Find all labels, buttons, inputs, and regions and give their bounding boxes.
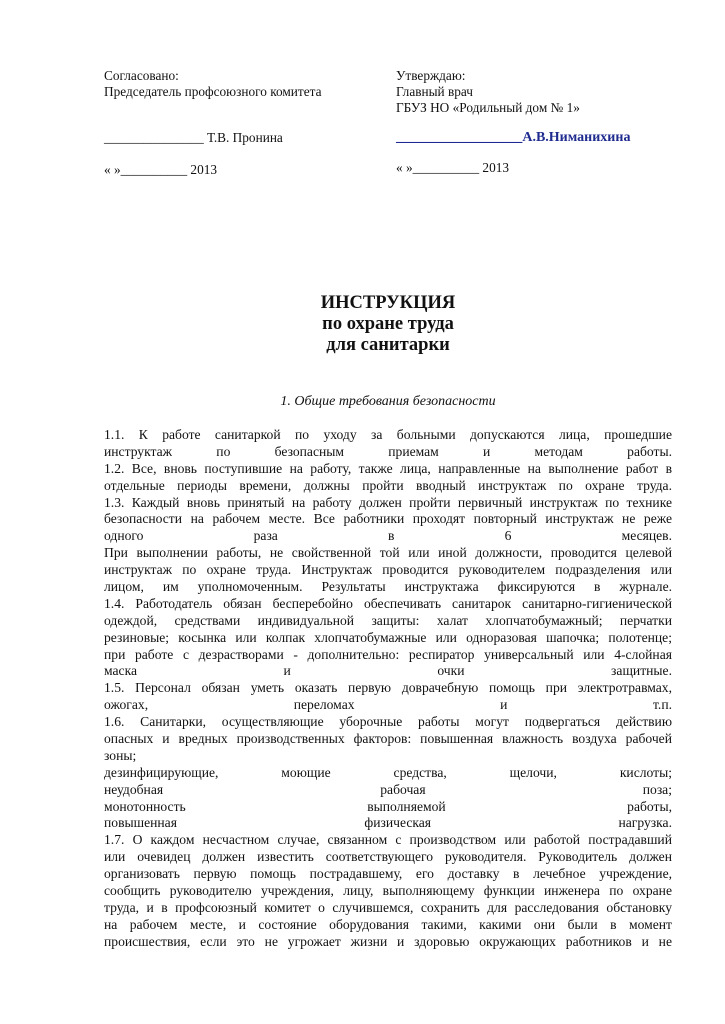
body-line: резиновые; косынка или колпак хлопчатобумажные или одноразовая шапочка; полотенце;	[104, 629, 672, 645]
document-title	[104, 293, 672, 356]
date-line-right: « »__________ 2013	[396, 160, 510, 175]
body-line: дезинфицирующие, моющие средства, щелочи, кислоты;	[104, 764, 672, 780]
body-line: опасных и вредных производственных факторов: повышенная влажность воздуха рабочей	[104, 731, 672, 747]
approve-organization: ГБУЗ НО «Родильный дом № 1»	[396, 100, 580, 115]
signature-line-left: _______________ Т.В. Пронина	[104, 130, 283, 145]
body-line: 1.5. Персонал обязан уметь оказать первую доврачебную помощь при электротравмах,	[104, 680, 672, 696]
body-line: одного раза в 6 месяцев.	[104, 528, 672, 544]
approval-block-right	[396, 68, 696, 116]
body-line: 1.7. О каждом несчастном случае, связанном с производством или работой пострадавший	[104, 832, 672, 848]
body-line: инструктаж по охране труда. Инструктаж проводится руководителем подразделения или	[104, 562, 672, 578]
body-line: безопасности на рабочем месте. Все работники проходят повторный инструктаж не реже	[104, 511, 672, 527]
body-line: зоны;	[104, 747, 137, 763]
body-line: отдельные периоды времени, должны пройти вводный инструктаж по охране труда.	[104, 477, 672, 493]
section-body	[104, 427, 672, 951]
date-line-left: « »__________ 2013	[104, 162, 218, 177]
title-line-2: по охране труда	[322, 314, 454, 334]
section-heading: 1. Общие требования безопасности	[280, 394, 496, 409]
signature-name: А.В.Ниманихина	[522, 130, 631, 145]
body-line: 1.3. Каждый вновь принятый на работу должен пройти первичный инструктаж по технике	[104, 494, 672, 510]
approval-block-left	[104, 68, 384, 100]
title-line-3: для санитарки	[326, 335, 450, 355]
approve-label: Утверждаю:	[396, 68, 466, 83]
approval-label: Согласовано:	[104, 68, 179, 83]
body-line: при работе с дезрастворами - дополнительно: респиратор универсальный или 4-слойная	[104, 646, 672, 662]
body-line: лицом, им уполномоченным. Результаты инструктажа фиксируются в журнале.	[104, 579, 672, 595]
body-line: или очевидец должен известить соответствующего руководителя. Руководитель должен	[104, 849, 672, 865]
body-line: маска и очки защитные.	[104, 663, 672, 679]
body-line: 1.6. Санитарки, осуществляющие уборочные работы могут подвергаться действию	[104, 714, 672, 730]
body-line: организовать первую помощь пострадавшему, его доставку в лечебное учреждение,	[104, 866, 672, 882]
body-line: 1.4. Работодатель обязан бесперебойно обеспечивать санитарок санитарно-гигиенической	[104, 595, 672, 611]
body-line: сообщить руководителю учреждения, лицу, выполняющему функции инженера по охране	[104, 883, 672, 899]
approval-position: Председатель профсоюзного комитета	[104, 84, 322, 99]
body-line: на рабочем месте, и состояние оборудования такими, какими они были в момент	[104, 916, 672, 932]
body-line: 1.1. К работе санитаркой по уходу за больными допускаются лица, прошедшие	[104, 427, 672, 442]
approve-position: Главный врач	[396, 84, 473, 99]
body-line: 1.2. Все, вновь поступившие на работу, также лица, направленные на выполнение работ в	[104, 460, 672, 476]
body-line: инструктаж по безопасным приемам и методам работы.	[104, 443, 672, 459]
body-line: неудобная рабочая поза;	[104, 781, 672, 797]
body-line: повышенная физическая нагрузка.	[104, 815, 672, 831]
body-line: При выполнении работы, не свойственной той или иной должности, проводится целевой	[104, 545, 672, 561]
signature-blank: ___________________	[396, 129, 523, 144]
body-line: труда, и в профсоюзный комитет о случившемся, сохранить для расследования обстановку	[104, 899, 672, 915]
body-line: монотонность выполняемой работы,	[104, 798, 672, 814]
title-line-1: ИНСТРУКЦИЯ	[320, 293, 456, 313]
body-line: одеждой, средствами индивидуальной защиты: халат хлопчатобумажный; перчатки	[104, 612, 672, 628]
body-line: ожогах, переломах и т.п.	[104, 697, 672, 713]
body-line: происшествия, если это не угрожает жизни и здоровью окружающих работников и не	[104, 933, 672, 949]
signature-line-right	[396, 129, 630, 146]
